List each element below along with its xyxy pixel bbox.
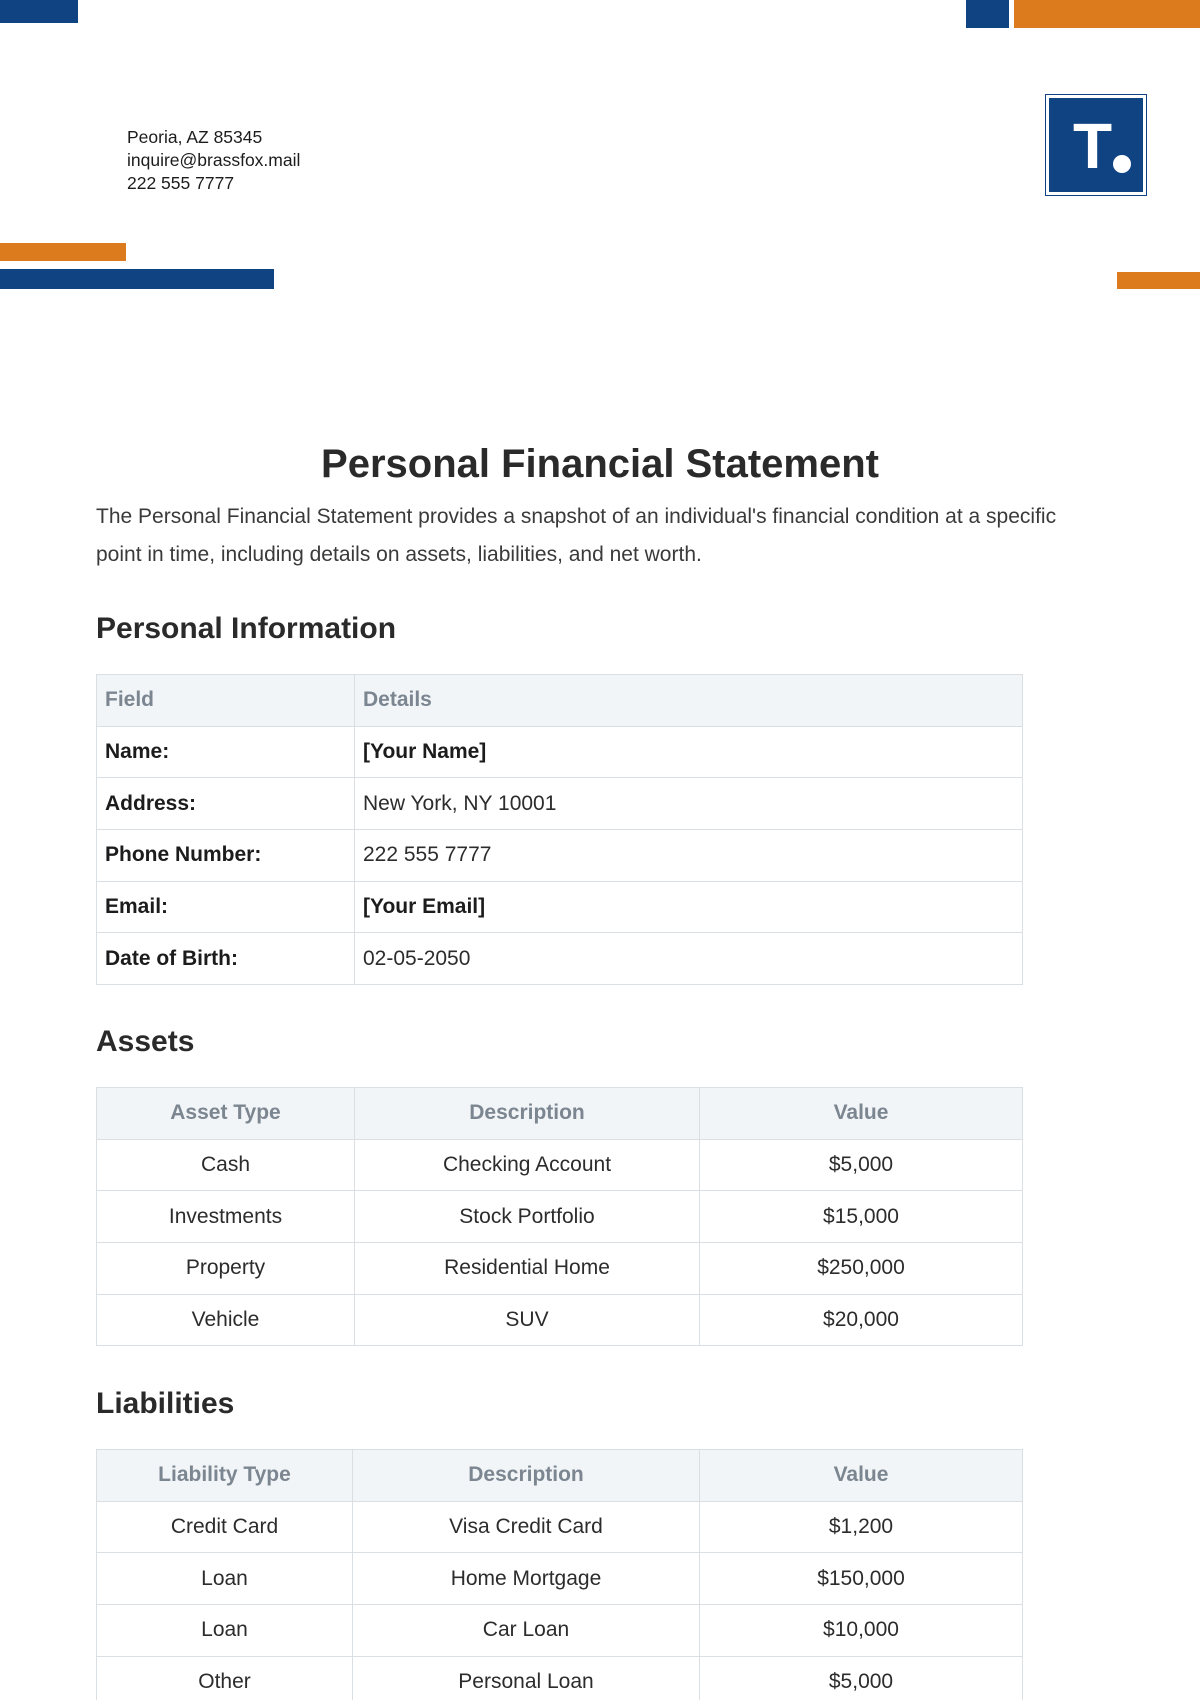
field-value: [Your Email] <box>355 881 1023 933</box>
asset-type: Property <box>97 1243 355 1295</box>
decor-bar-left-navy <box>0 269 274 289</box>
table-row <box>97 726 1023 778</box>
table-row <box>97 830 1023 882</box>
field-value: 222 555 7777 <box>355 830 1023 882</box>
table-row <box>97 933 1023 985</box>
asset-description: Stock Portfolio <box>355 1191 700 1243</box>
asset-value: $5,000 <box>700 1139 1023 1191</box>
column-header: Value <box>700 1450 1023 1502</box>
column-header: Field <box>97 675 355 727</box>
table-row <box>97 778 1023 830</box>
company-logo <box>1045 94 1147 196</box>
table-header-row <box>97 1088 1023 1140</box>
liability-type: Credit Card <box>97 1501 353 1553</box>
field-value: New York, NY 10001 <box>355 778 1023 830</box>
field-value: 02-05-2050 <box>355 933 1023 985</box>
asset-description: SUV <box>355 1294 700 1346</box>
section-heading-assets: Assets <box>96 1025 195 1058</box>
contact-block <box>127 126 300 195</box>
table-header-row <box>97 675 1023 727</box>
decor-bar-top-left <box>0 0 78 23</box>
contact-email[interactable]: inquire@brassfox.mail <box>127 150 301 170</box>
liability-description: Home Mortgage <box>353 1553 700 1605</box>
decor-bar-right-orange <box>1117 272 1200 289</box>
liability-type: Loan <box>97 1605 353 1657</box>
table-row <box>97 1553 1023 1605</box>
column-header: Description <box>355 1088 700 1140</box>
liabilities-table <box>96 1449 1023 1700</box>
table-row <box>97 1294 1023 1346</box>
liability-description: Visa Credit Card <box>353 1501 700 1553</box>
liability-description: Personal Loan <box>353 1656 700 1700</box>
table-row <box>97 1501 1023 1553</box>
table-header-row <box>97 1450 1023 1502</box>
decor-bar-left-orange <box>0 243 126 261</box>
field-label: Email: <box>97 881 355 933</box>
page-title: Personal Financial Statement <box>321 442 879 486</box>
table-row <box>97 1243 1023 1295</box>
column-header: Details <box>355 675 1023 727</box>
decor-bar-top-right-orange <box>1014 0 1200 28</box>
field-label: Date of Birth: <box>97 933 355 985</box>
liability-value: $5,000 <box>700 1656 1023 1700</box>
decor-bar-top-right-navy <box>966 0 1009 28</box>
asset-value: $250,000 <box>700 1243 1023 1295</box>
column-header: Asset Type <box>97 1088 355 1140</box>
field-label: Name: <box>97 726 355 778</box>
liability-value: $1,200 <box>700 1501 1023 1553</box>
asset-value: $20,000 <box>700 1294 1023 1346</box>
field-label: Address: <box>97 778 355 830</box>
asset-type: Cash <box>97 1139 355 1191</box>
column-header: Description <box>353 1450 700 1502</box>
logo-letter: T <box>1073 110 1113 182</box>
asset-type: Investments <box>97 1191 355 1243</box>
table-row <box>97 1605 1023 1657</box>
liability-description: Car Loan <box>353 1605 700 1657</box>
table-row <box>97 881 1023 933</box>
personal-info-table <box>96 674 1023 985</box>
liability-type: Loan <box>97 1553 353 1605</box>
table-row <box>97 1139 1023 1191</box>
liability-type: Other <box>97 1656 353 1700</box>
logo-mark <box>1049 98 1143 192</box>
asset-description: Checking Account <box>355 1139 700 1191</box>
liability-value: $150,000 <box>700 1553 1023 1605</box>
asset-type: Vehicle <box>97 1294 355 1346</box>
section-heading-personal: Personal Information <box>96 612 397 645</box>
section-heading-liabilities: Liabilities <box>96 1387 235 1420</box>
table-row <box>97 1191 1023 1243</box>
contact-phone: 222 555 7777 <box>127 173 235 193</box>
field-value: [Your Name] <box>355 726 1023 778</box>
logo-dot-icon <box>1113 155 1131 173</box>
column-header: Value <box>700 1088 1023 1140</box>
column-header: Liability Type <box>97 1450 353 1502</box>
liability-value: $10,000 <box>700 1605 1023 1657</box>
table-row <box>97 1656 1023 1700</box>
intro-paragraph: The Personal Financial Statement provides a snapshot of an individual's financial condition at a specific point in time, including details on assets, liabilities, and net worth. <box>96 505 1057 566</box>
asset-value: $15,000 <box>700 1191 1023 1243</box>
contact-address: Peoria, AZ 85345 <box>127 127 263 147</box>
asset-description: Residential Home <box>355 1243 700 1295</box>
assets-table <box>96 1087 1023 1346</box>
field-label: Phone Number: <box>97 830 355 882</box>
